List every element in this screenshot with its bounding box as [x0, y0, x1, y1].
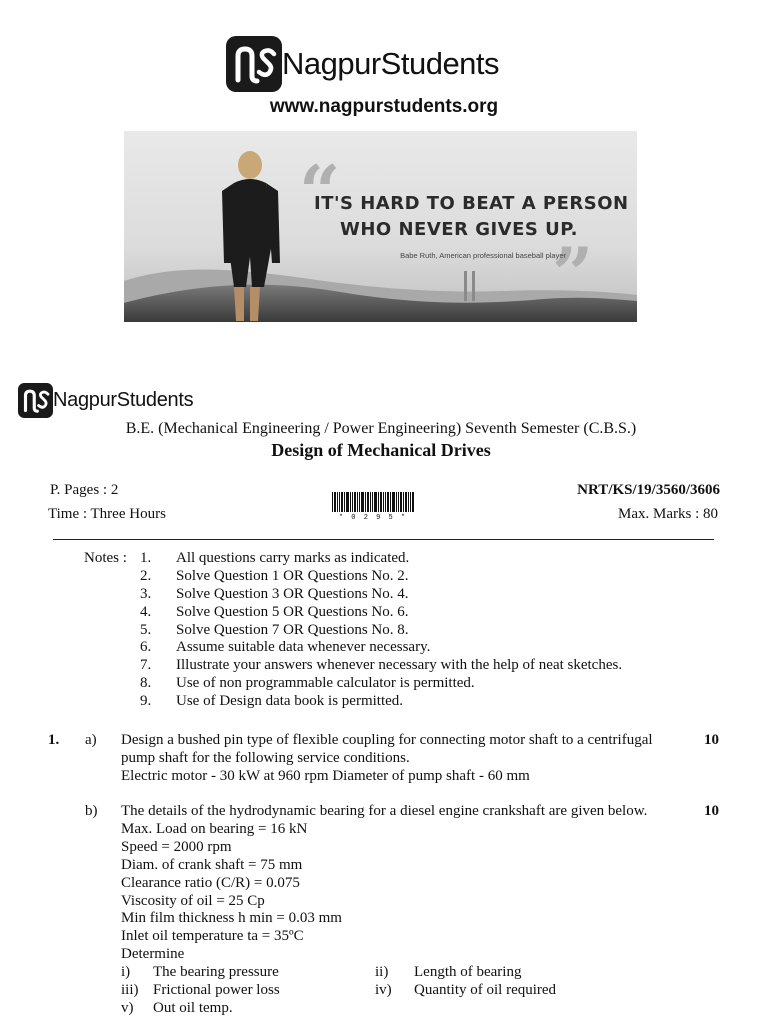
question-line: Min film thickness h min = 0.03 mm: [121, 910, 342, 927]
barcode-bars: [330, 492, 416, 514]
determine-text: Out oil temp.: [153, 1000, 233, 1016]
brand-wordmark: NagpurStudents: [282, 46, 500, 81]
determine-number: ii): [375, 964, 389, 980]
question-line: pump shaft for the following service conditions.: [121, 749, 410, 766]
subject-title: Design of Mechanical Drives: [271, 440, 491, 460]
note-item: [140, 604, 622, 622]
note-item: [140, 675, 622, 693]
svg-text:“: “: [299, 149, 341, 234]
brand-logo[interactable]: [226, 36, 526, 94]
brand-wordmark-small: NagpurStudents: [53, 389, 194, 411]
max-marks: Max. Marks : 80: [618, 506, 718, 522]
note-item: [140, 586, 622, 604]
note-number: 3.: [140, 585, 152, 602]
note-item: [140, 657, 622, 675]
barcode-digits: * 0 2 9 5 *: [338, 514, 408, 522]
subquestion-label: b): [85, 803, 98, 819]
determine-number: iv): [375, 982, 392, 998]
note-text: Solve Question 5 OR Questions No. 6.: [176, 603, 409, 620]
note-number: 9.: [140, 693, 152, 710]
determine-text: Quantity of oil required: [414, 982, 557, 998]
question-1b-text: [121, 803, 701, 964]
note-text: Solve Question 3 OR Questions No. 4.: [176, 585, 409, 602]
question-line: Speed = 2000 rpm: [121, 838, 232, 855]
question-number: 1.: [48, 732, 60, 748]
banner-quote: [314, 191, 629, 243]
determine-text: Length of bearing: [414, 964, 522, 980]
svg-text:”: ”: [552, 231, 594, 316]
note-text: Illustrate your answers whenever necessary with the help of neat sketches.: [176, 657, 623, 674]
notes-label: Notes :: [84, 550, 127, 566]
barcode: [330, 492, 416, 524]
page-count: P. Pages : 2: [50, 482, 119, 498]
paper-code: NRT/KS/19/3560/3606: [577, 482, 720, 498]
question-line: The details of the hydrodynamic bearing for a diesel engine crankshaft are given below.: [121, 803, 648, 819]
question-line: Electric motor - 30 kW at 960 rpm Diameter of pump shaft - 60 mm: [121, 767, 530, 784]
question-marks: 10: [704, 803, 719, 819]
note-text: Assume suitable data whenever necessary.: [176, 639, 431, 656]
note-item: [140, 639, 622, 657]
note-number: 4.: [140, 603, 152, 620]
question-line: Inlet oil temperature ta = 35ºC: [121, 928, 304, 945]
brand-logo-small: [18, 383, 218, 419]
question-line: Clearance ratio (C/R) = 0.075: [121, 874, 300, 891]
exam-duration: Time : Three Hours: [48, 506, 166, 522]
ns-logo-icon: [18, 383, 53, 418]
determine-item: [375, 964, 521, 982]
determine-number: iii): [121, 982, 139, 998]
question-line: Diam. of crank shaft = 75 mm: [121, 856, 303, 873]
question-marks: 10: [704, 732, 719, 748]
subquestion-label: a): [85, 732, 97, 748]
banner-attribution: Babe Ruth, American professional baseball player: [400, 251, 566, 260]
question-line: Design a bushed pin type of flexible coupling for connecting motor shaft to a centrifugal: [121, 732, 653, 748]
banner-quote-line-2: WHO NEVER GIVES UP.: [340, 219, 578, 240]
question-1a-text: [121, 732, 691, 786]
determine-number: v): [121, 1000, 134, 1016]
note-text: All questions carry marks as indicated.: [176, 550, 410, 566]
note-text: Use of Design data book is permitted.: [176, 693, 404, 710]
determine-item: [121, 982, 280, 1000]
determine-number: i): [121, 964, 131, 980]
notes-list: [140, 550, 622, 711]
note-number: 7.: [140, 657, 152, 674]
question-line: Viscosity of oil = 25 Cp: [121, 892, 265, 909]
determine-item: [121, 1000, 233, 1018]
determine-item: [121, 964, 279, 982]
note-number: 2.: [140, 567, 152, 584]
ns-logo-icon: [226, 36, 282, 92]
note-item: [140, 568, 622, 586]
banner-quote-line-1: IT'S HARD TO BEAT A PERSON: [314, 193, 629, 214]
note-text: Use of non programmable calculator is permitted.: [176, 675, 475, 692]
note-number: 1.: [140, 550, 152, 566]
note-item: [140, 550, 622, 568]
determine-text: The bearing pressure: [153, 964, 279, 980]
note-item: [140, 693, 622, 711]
site-url-link[interactable]: www.nagpurstudents.org: [269, 96, 499, 117]
note-number: 5.: [140, 621, 152, 638]
determine-text: Frictional power loss: [153, 982, 280, 998]
question-line: Max. Load on bearing = 16 kN: [121, 820, 308, 837]
question-line: Determine: [121, 946, 185, 963]
note-number: 8.: [140, 675, 152, 692]
note-text: Solve Question 7 OR Questions No. 8.: [176, 621, 409, 638]
header-divider: [53, 539, 714, 540]
note-text: Solve Question 1 OR Questions No. 2.: [176, 567, 409, 584]
note-item: [140, 622, 622, 640]
course-title: B.E. (Mechanical Engineering / Power Engineering) Seventh Semester (C.B.S.): [125, 420, 637, 437]
determine-item: [375, 982, 556, 1000]
quote-banner: [124, 131, 637, 322]
note-number: 6.: [140, 639, 152, 656]
